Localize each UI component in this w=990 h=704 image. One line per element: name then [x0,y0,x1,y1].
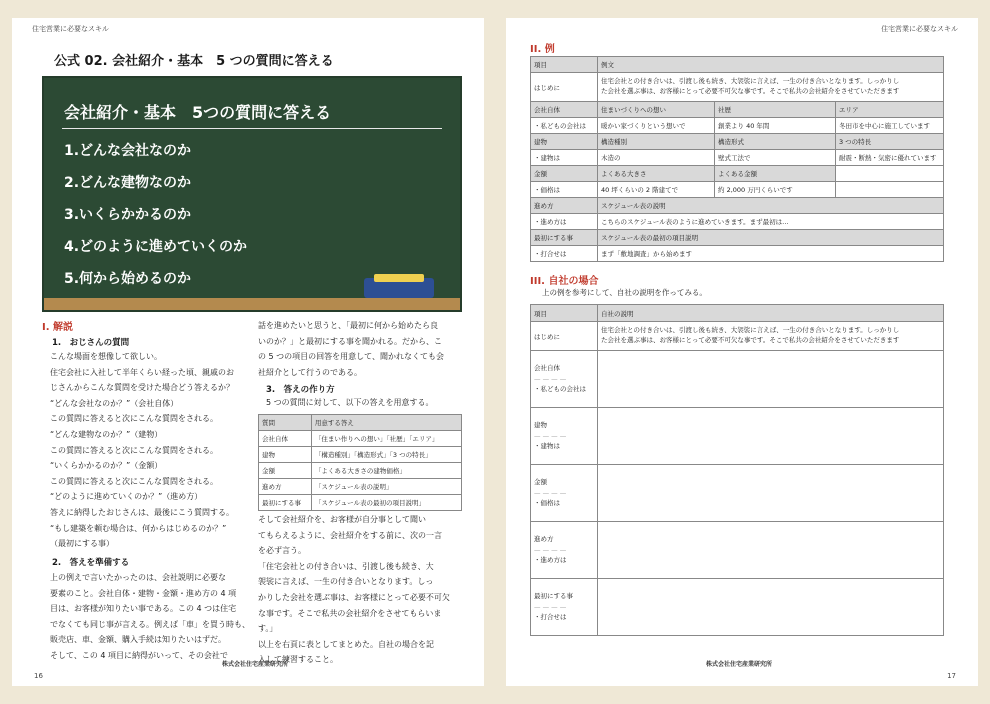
table-cell: 最初にする事 — — — — ・打合せは [531,579,598,636]
running-header: 住宅営業に必要なスキル [881,25,958,33]
text-line: 販売店、車、金額、購入手続は知りたいはずだ。 [50,635,226,645]
col2-text-2 [258,512,450,668]
text-line: でなくても同じ事が言える。例えば「車」を買う時も、 [50,619,250,629]
text-line: 話を進めたいと思うと、「最初に何から始めたら良 [258,321,438,330]
text-line: “どのように進めていくのか？”（進め方） [50,492,203,502]
text-line: この質問に答えると次にこんな質問をされる。 [50,414,218,424]
cell-label: 金額 [534,478,547,487]
text-line: な事です。そこで私共の会社紹介をさせてもらいま [258,608,442,618]
text-line: 答えに納得したおじさんは、最後にこう質問する。 [50,507,234,517]
text-line: 以上を右頁に表としてまとめた。自社の場合を記 [258,639,434,649]
example-table [530,56,944,262]
board-item-1: 1.どんな会社なのか [64,143,192,159]
table-cell: 進め方 [531,198,598,214]
text-line: 上の例えで言いたかったのは、会社説明に必要な [50,573,226,582]
text-line: 入して練習すること。 [258,655,338,665]
table-cell: 約 2,000 万円くらいです [715,182,836,198]
table-cell: 40 坪くらいの 2 階建てで [598,182,715,198]
table-cell: 構造形式 [715,134,836,150]
table-cell: ・建物は [531,150,598,166]
table-row [531,134,944,150]
text-line: 「住宅会社との付き合いは、引渡し後も続き、大 [258,561,434,571]
table-cell: 「スケジュール表の説明」 [311,479,461,495]
table-cell: はじめに [531,73,598,102]
table-cell: 進め方 — — — — ・進め方は [531,522,598,579]
board-item-4: 4.どのように進めていくのか [64,239,248,255]
table-cell: よくある金額 [715,166,836,182]
page-number: 17 [947,672,956,680]
table-cell: 耐震・断熱・気密に優れています [835,150,943,166]
table-cell: スケジュール表の最初の項目説明 [598,230,944,246]
table-cell: 「住まい作りへの想い」「社歴」「エリア」 [311,431,461,447]
col2-text [258,318,444,380]
cell-label: ・価格は [534,499,560,508]
table-cell: はじめに [531,322,598,351]
table-cell: ・私どもの会社は [531,118,598,134]
table-row [531,182,944,198]
table-cell: こちらのスケジュール表のように進めていきます。まず最初は… [598,214,944,230]
answer-field[interactable] [598,522,944,579]
table-cell: エリア [835,102,943,118]
table-cell: 創業より 40 年間 [715,118,836,134]
table-header: 自社の説明 [598,305,944,322]
table-row [531,322,944,351]
table-cell: 最初にする事 [259,495,312,511]
cell-label: 最初にする事 [534,592,573,601]
table-cell: 壁式工法で [715,150,836,166]
text-line: の 5 つの項目の回答を用意して、聞かれなくても会 [258,352,445,362]
table-cell: 会社自体 [259,431,312,447]
cell-label: 会社自体 [534,364,560,373]
table-cell: 建物 — — — — ・建物は [531,408,598,465]
table-cell [598,73,944,102]
subheading-1: 1. おじさんの質問 [52,338,130,348]
table-row [531,73,944,102]
text-line: てもらえるように、会社紹介をする前に、次の一言 [258,530,442,540]
table-cell: 3 つの特長 [835,134,943,150]
text-line: そして、この 4 項目に納得がいって、その会社で [50,650,228,660]
section-heading-3: III. 自社の場合 [530,276,599,287]
table-row [531,102,944,118]
text-line: す。」 [258,624,278,634]
table-row [531,351,944,408]
text-line: 目は、お客様が知りたい事である。この 4 つは住宅 [50,604,237,614]
left-page [12,18,484,686]
table-header: 用意する答え [311,415,461,431]
text-line: “どんな会社なのか？”（会社自体） [50,398,179,408]
table-row [259,463,462,479]
cell-line: た会社を選ぶ事は、お客様にとって必要不可欠な事です。そこで私共の会社紹介をさせていただきます [601,336,900,344]
table-row [531,198,944,214]
subheading-3: 3. 答えの作り方 [266,385,335,395]
own-company-table [530,304,944,636]
answer-field[interactable] [598,465,944,522]
table-cell: 「よくある大きさの建物価格」 [311,463,461,479]
text-line: “いくらかかるのか？”（金額） [50,461,163,471]
text-line: この質問に答えると次にこんな質問をされる。 [50,476,218,486]
text-line: いのか？」と最初にする事を聞かれる。だから、こ [258,336,442,346]
table-cell: 建物 [531,134,598,150]
table-cell: 構造種別 [598,134,715,150]
table-cell: ・進め方は [531,214,598,230]
table-cell: 木造の [598,150,715,166]
table-header: 質問 [259,415,312,431]
table-row [531,214,944,230]
table-cell: 社歴 [715,102,836,118]
text-line: 要素のこと。会社自体・建物・金額・進め方の 4 項 [50,588,237,598]
text-line: そして会社紹介を、お客様が自分事として聞い [258,515,426,524]
table-cell: 会社自体 — — — — ・私どもの会社は [531,351,598,408]
table-cell: ・打合せは [531,246,598,262]
section-heading-2: II. 例 [530,44,555,55]
text-line: じさんからこんな質問を受けた場合どう答えるか？ [50,383,234,393]
col1-text-2 [50,570,250,664]
col2-intro: 5 つの質問に対して、以下の答えを用意する。 [266,398,434,407]
answer-table [258,414,462,511]
table-row [531,166,944,182]
text-line: “もし建築を頼む場合は、何からはじめるのか？” [50,523,227,533]
eraser-top [374,274,424,282]
answer-field[interactable] [598,408,944,465]
table-cell: 金額 [531,166,598,182]
table-cell: 住まいづくりへの想い [598,102,715,118]
text-line: かりした会社を選ぶ事は、お客様にとって必要不可欠 [258,592,450,602]
table-row [531,522,944,579]
table-cell: 金額 — — — — ・価格は [531,465,598,522]
col1-text [50,349,234,552]
answer-field[interactable] [598,579,944,636]
table-cell [835,166,943,182]
table-cell: 暖かい家づくりという想いで [598,118,715,134]
running-header: 住宅営業に必要なスキル [32,25,109,33]
right-page [506,18,978,686]
table-row [531,230,944,246]
table-row [531,305,944,322]
publisher: 株式会社住宅産業研究所 [222,661,289,668]
table-cell: よくある大きさ [598,166,715,182]
text-line: 住宅会社に入社して半年くらい経った頃、親戚のお [50,367,234,377]
answer-field[interactable] [598,351,944,408]
table-cell: まず「敷地調査」から始めます [598,246,944,262]
cell-line: 住宅会社との付き合いは、引渡し後も続き、大袈裟に言えば、一生の付き合いとなります。しっかりし [601,326,900,335]
table-row [259,415,462,431]
board-title: 会社紹介・基本 5つの質問に答える [64,103,332,122]
table-cell: スケジュール表の説明 [598,198,944,214]
table-row [531,57,944,73]
text-line: この質問に答えると次にこんな質問をされる。 [50,445,218,455]
table-row [531,465,944,522]
chalk-ledge [44,298,460,310]
table-row [531,118,944,134]
section-heading-1: I. 解説 [42,322,74,333]
text-line: こんな場面を想像して欲しい。 [50,352,162,361]
page-number: 16 [34,672,43,680]
text-line: 社紹介として行うのである。 [258,367,362,377]
cell-label: 進め方 [534,535,554,544]
board-item-3: 3.いくらかかるのか [64,207,192,223]
table-header: 項目 [531,57,598,73]
table-row [531,246,944,262]
table-cell: 「構造種別」「構造形式」「3 つの特長」 [311,447,461,463]
table-row [259,495,462,511]
chalkboard-illustration [42,76,462,312]
table-cell: ・価格は [531,182,598,198]
cell-label: ・打合せは [534,613,567,622]
table-cell: 冬田市を中心に施工しています [835,118,943,134]
cell-label: ・建物は [534,442,560,451]
table-row [531,408,944,465]
board-item-2: 2.どんな建物なのか [64,175,192,191]
table-cell: 金額 [259,463,312,479]
text-line: （最初にする事） [50,539,114,549]
table-cell: 会社自体 [531,102,598,118]
cell-label: ・進め方は [534,556,567,565]
cell-line: 住宅会社との付き合いは、引渡し後も続き、大袈裟に言えば、一生の付き合いとなります。しっかりし [601,77,900,86]
table-cell [598,322,944,351]
table-row [531,150,944,166]
table-row [259,447,462,463]
table-cell [835,182,943,198]
table-header: 例文 [598,57,944,73]
table-cell: 進め方 [259,479,312,495]
subheading-2: 2. 答えを準備する [52,558,130,568]
section3-intro: 上の例を参考にして、自社の説明を作ってみる。 [542,288,707,297]
page-title: 公式 02. 会社紹介・基本 5 つの質問に答える [54,54,334,69]
text-line: 袈裟に言えば、一生の付き合いとなります。しっ [258,577,434,587]
table-row [531,579,944,636]
table-header: 項目 [531,305,598,322]
table-cell: 最初にする事 [531,230,598,246]
text-line: を必ず言う。 [258,546,306,556]
cell-label: ・私どもの会社は [534,385,586,394]
text-line: “どんな建物なのか？”（建物） [50,429,163,439]
table-cell: 建物 [259,447,312,463]
publisher: 株式会社住宅産業研究所 [706,661,773,668]
table-row [259,479,462,495]
table-row [259,431,462,447]
board-item-5: 5.何から始めるのか [64,271,192,287]
cell-label: 建物 [534,421,547,430]
cell-line: た会社を選ぶ事は、お客様にとって必要不可欠な事です。そこで私共の会社紹介をさせていただきます [601,87,900,95]
board-underline [62,128,442,129]
table-cell: 「スケジュール表の最初の項目説明」 [311,495,461,511]
